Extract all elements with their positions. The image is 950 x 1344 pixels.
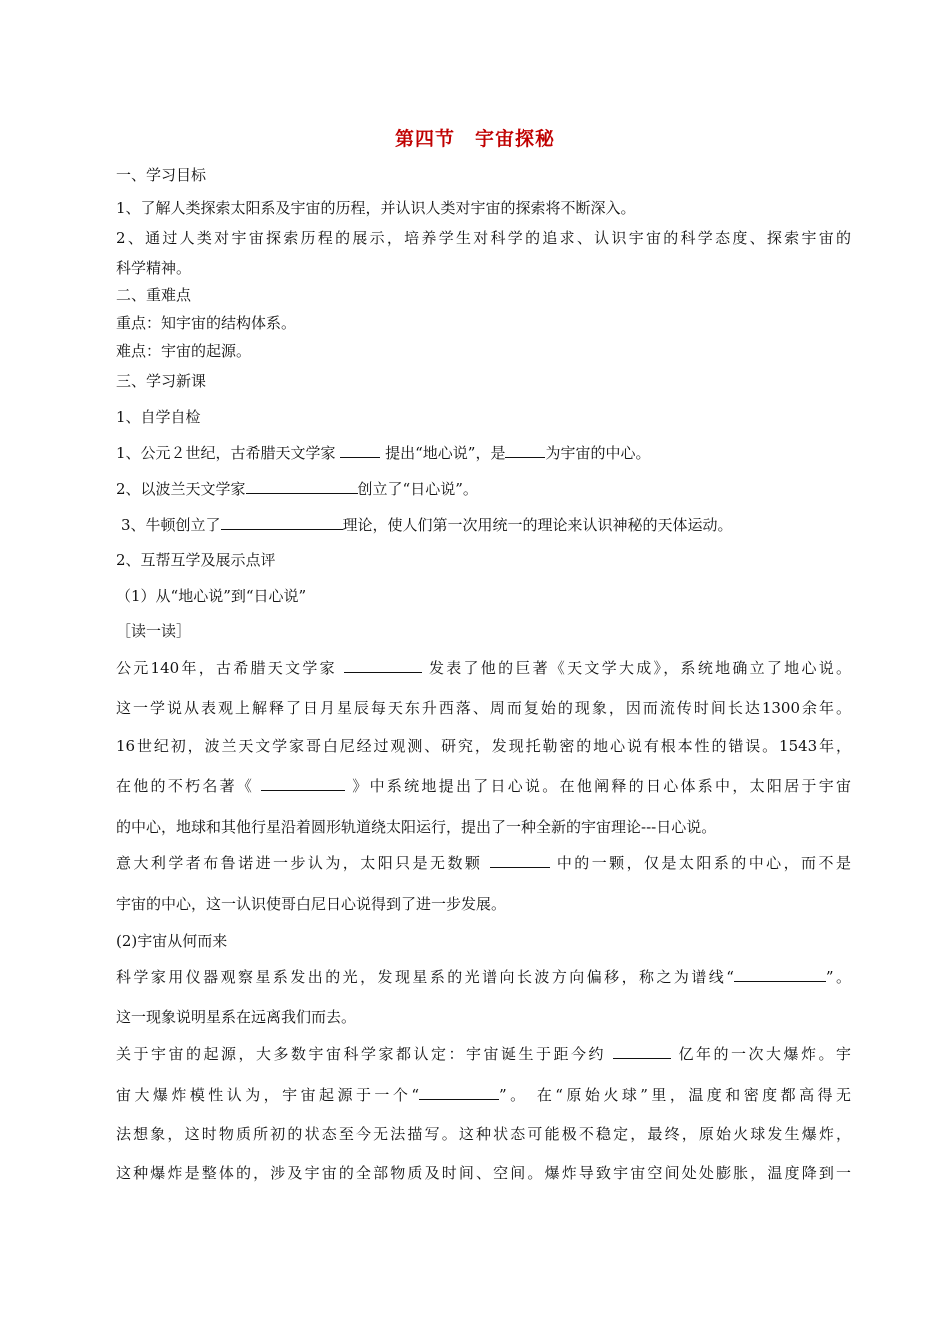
origin-line-4 (116, 1083, 851, 1106)
origin-line-1-part-b: ”。 (825, 968, 851, 986)
goal-1: 1、了解人类探索太阳系及宇宙的历程，并认识人类对宇宙的探索将不断深入。 (116, 199, 636, 217)
reading-line-6-part-a: 意大利学者布鲁诺进一步认为，太阳只是无数颗 (116, 854, 483, 872)
subheading-self-study: 1、自学自检 (116, 408, 201, 426)
reading-line-4 (116, 774, 851, 797)
origin-line-1 (116, 965, 851, 988)
answer-blank[interactable] (344, 656, 422, 673)
answer-blank[interactable] (340, 441, 380, 458)
reading-line-1-part-b: 发表了他的巨著《天文学大成》，系统地确立了地心说。 (428, 659, 851, 677)
goal-2-line-1: 2、通过人类对宇宙探索历程的展示，培养学生对科学的追求、认识宇宙的科学态度、探索宇宙的 (116, 229, 851, 247)
origin-line-3-part-a: 关于宇宙的起源，大多数宇宙科学家都认定：宇宙诞生于距今约 (116, 1045, 606, 1063)
question-2-part-a: 2、以波兰天文学家 (116, 480, 246, 498)
question-3-part-b: 理论，使人们第一次用统一的理论来认识神秘的天体运动。 (342, 516, 733, 534)
answer-blank[interactable] (261, 774, 345, 791)
question-3-part-a: 3、牛顿创立了 (121, 516, 221, 534)
goal-2-line-2: 科学精神。 (116, 259, 192, 277)
reading-line-1 (116, 656, 851, 679)
question-2 (116, 477, 851, 500)
answer-blank[interactable] (505, 441, 545, 458)
answer-blank[interactable] (221, 513, 343, 530)
origin-line-4-part-b: ”。 在“原始火球”里，温度和密度都高得无 (499, 1086, 851, 1104)
section-heading-lesson: 三、学习新课 (116, 372, 207, 390)
read-label: ［读一读］ (116, 622, 192, 640)
reading-line-2: 这一学说从表观上解释了日月星辰每天东升西落、周而复始的现象，因而流传时间长达1300余年。 (116, 699, 851, 717)
key-point: 重点：知宇宙的结构体系。 (116, 314, 297, 332)
reading-line-7: 宇宙的中心，这一认识使哥白尼日心说得到了进一步发展。 (116, 895, 507, 913)
part-1-heading: （1）从“地心说”到“日心说” (116, 587, 307, 605)
answer-blank[interactable] (613, 1042, 671, 1059)
section-heading-goals: 一、学习目标 (116, 166, 207, 184)
reading-line-3: 16世纪初，波兰天文学家哥白尼经过观测、研究，发现托勒密的地心说有根本性的错误。1543年， (116, 737, 851, 755)
reading-line-5: 的中心，地球和其他行星沿着圆形轨道绕太阳运行，提出了一种全新的宇宙理论---日心说。 (116, 818, 717, 836)
origin-line-5: 法想象，这时物质所初的状态至今无法描写。这种状态可能极不稳定，最终，原始火球发生爆炸， (116, 1125, 851, 1143)
origin-line-4-part-a: 宙大爆炸模性认为，宇宙起源于一个“ (116, 1086, 420, 1104)
question-3 (121, 513, 856, 536)
part-2-heading: (2)宇宙从何而来 (116, 932, 228, 950)
reading-line-4-part-b: 》中系统地提出了日心说。在他阐释的日心体系中，太阳居于宇宙 (352, 777, 851, 795)
question-1-part-a: 1、公元２世纪，古希腊天文学家 (116, 444, 336, 462)
difficult-point: 难点：宇宙的起源。 (116, 342, 252, 360)
origin-line-6: 这种爆炸是整体的，涉及宇宙的全部物质及时间、空间。爆炸导致宇宙空间处处膨胀，温度降到一 (116, 1164, 851, 1182)
origin-line-3-part-b: 亿年的一次大爆炸。宇 (678, 1045, 851, 1063)
origin-line-3 (116, 1042, 851, 1065)
reading-line-6-part-b: 中的一颗，仅是太阳系的中心，而不是 (556, 854, 851, 872)
question-2-part-b: 创立了“日心说”。 (357, 480, 478, 498)
section-heading-focus: 二、重难点 (116, 286, 192, 304)
origin-line-2: 这一现象说明星系在远离我们而去。 (116, 1008, 357, 1026)
answer-blank[interactable] (734, 965, 826, 982)
answer-blank[interactable] (246, 477, 358, 494)
question-1-part-b: 提出“地心说”，是 (385, 444, 506, 462)
page-title: 第四节 宇宙探秘 (394, 128, 555, 150)
reading-line-6 (116, 851, 851, 874)
answer-blank[interactable] (419, 1083, 499, 1100)
subheading-peer-study: 2、互帮互学及展示点评 (116, 551, 276, 569)
reading-line-1-part-a: 公元140年，古希腊天文学家 (116, 659, 337, 677)
origin-line-1-part-a: 科学家用仪器观察星系发出的光，发现星系的光谱向长波方向偏移，称之为谱线“ (116, 968, 734, 986)
answer-blank[interactable] (490, 851, 550, 868)
question-1-part-c: 为宇宙的中心。 (545, 444, 651, 462)
reading-line-4-part-a: 在他的不朽名著《 (116, 777, 255, 795)
question-1 (116, 441, 851, 464)
